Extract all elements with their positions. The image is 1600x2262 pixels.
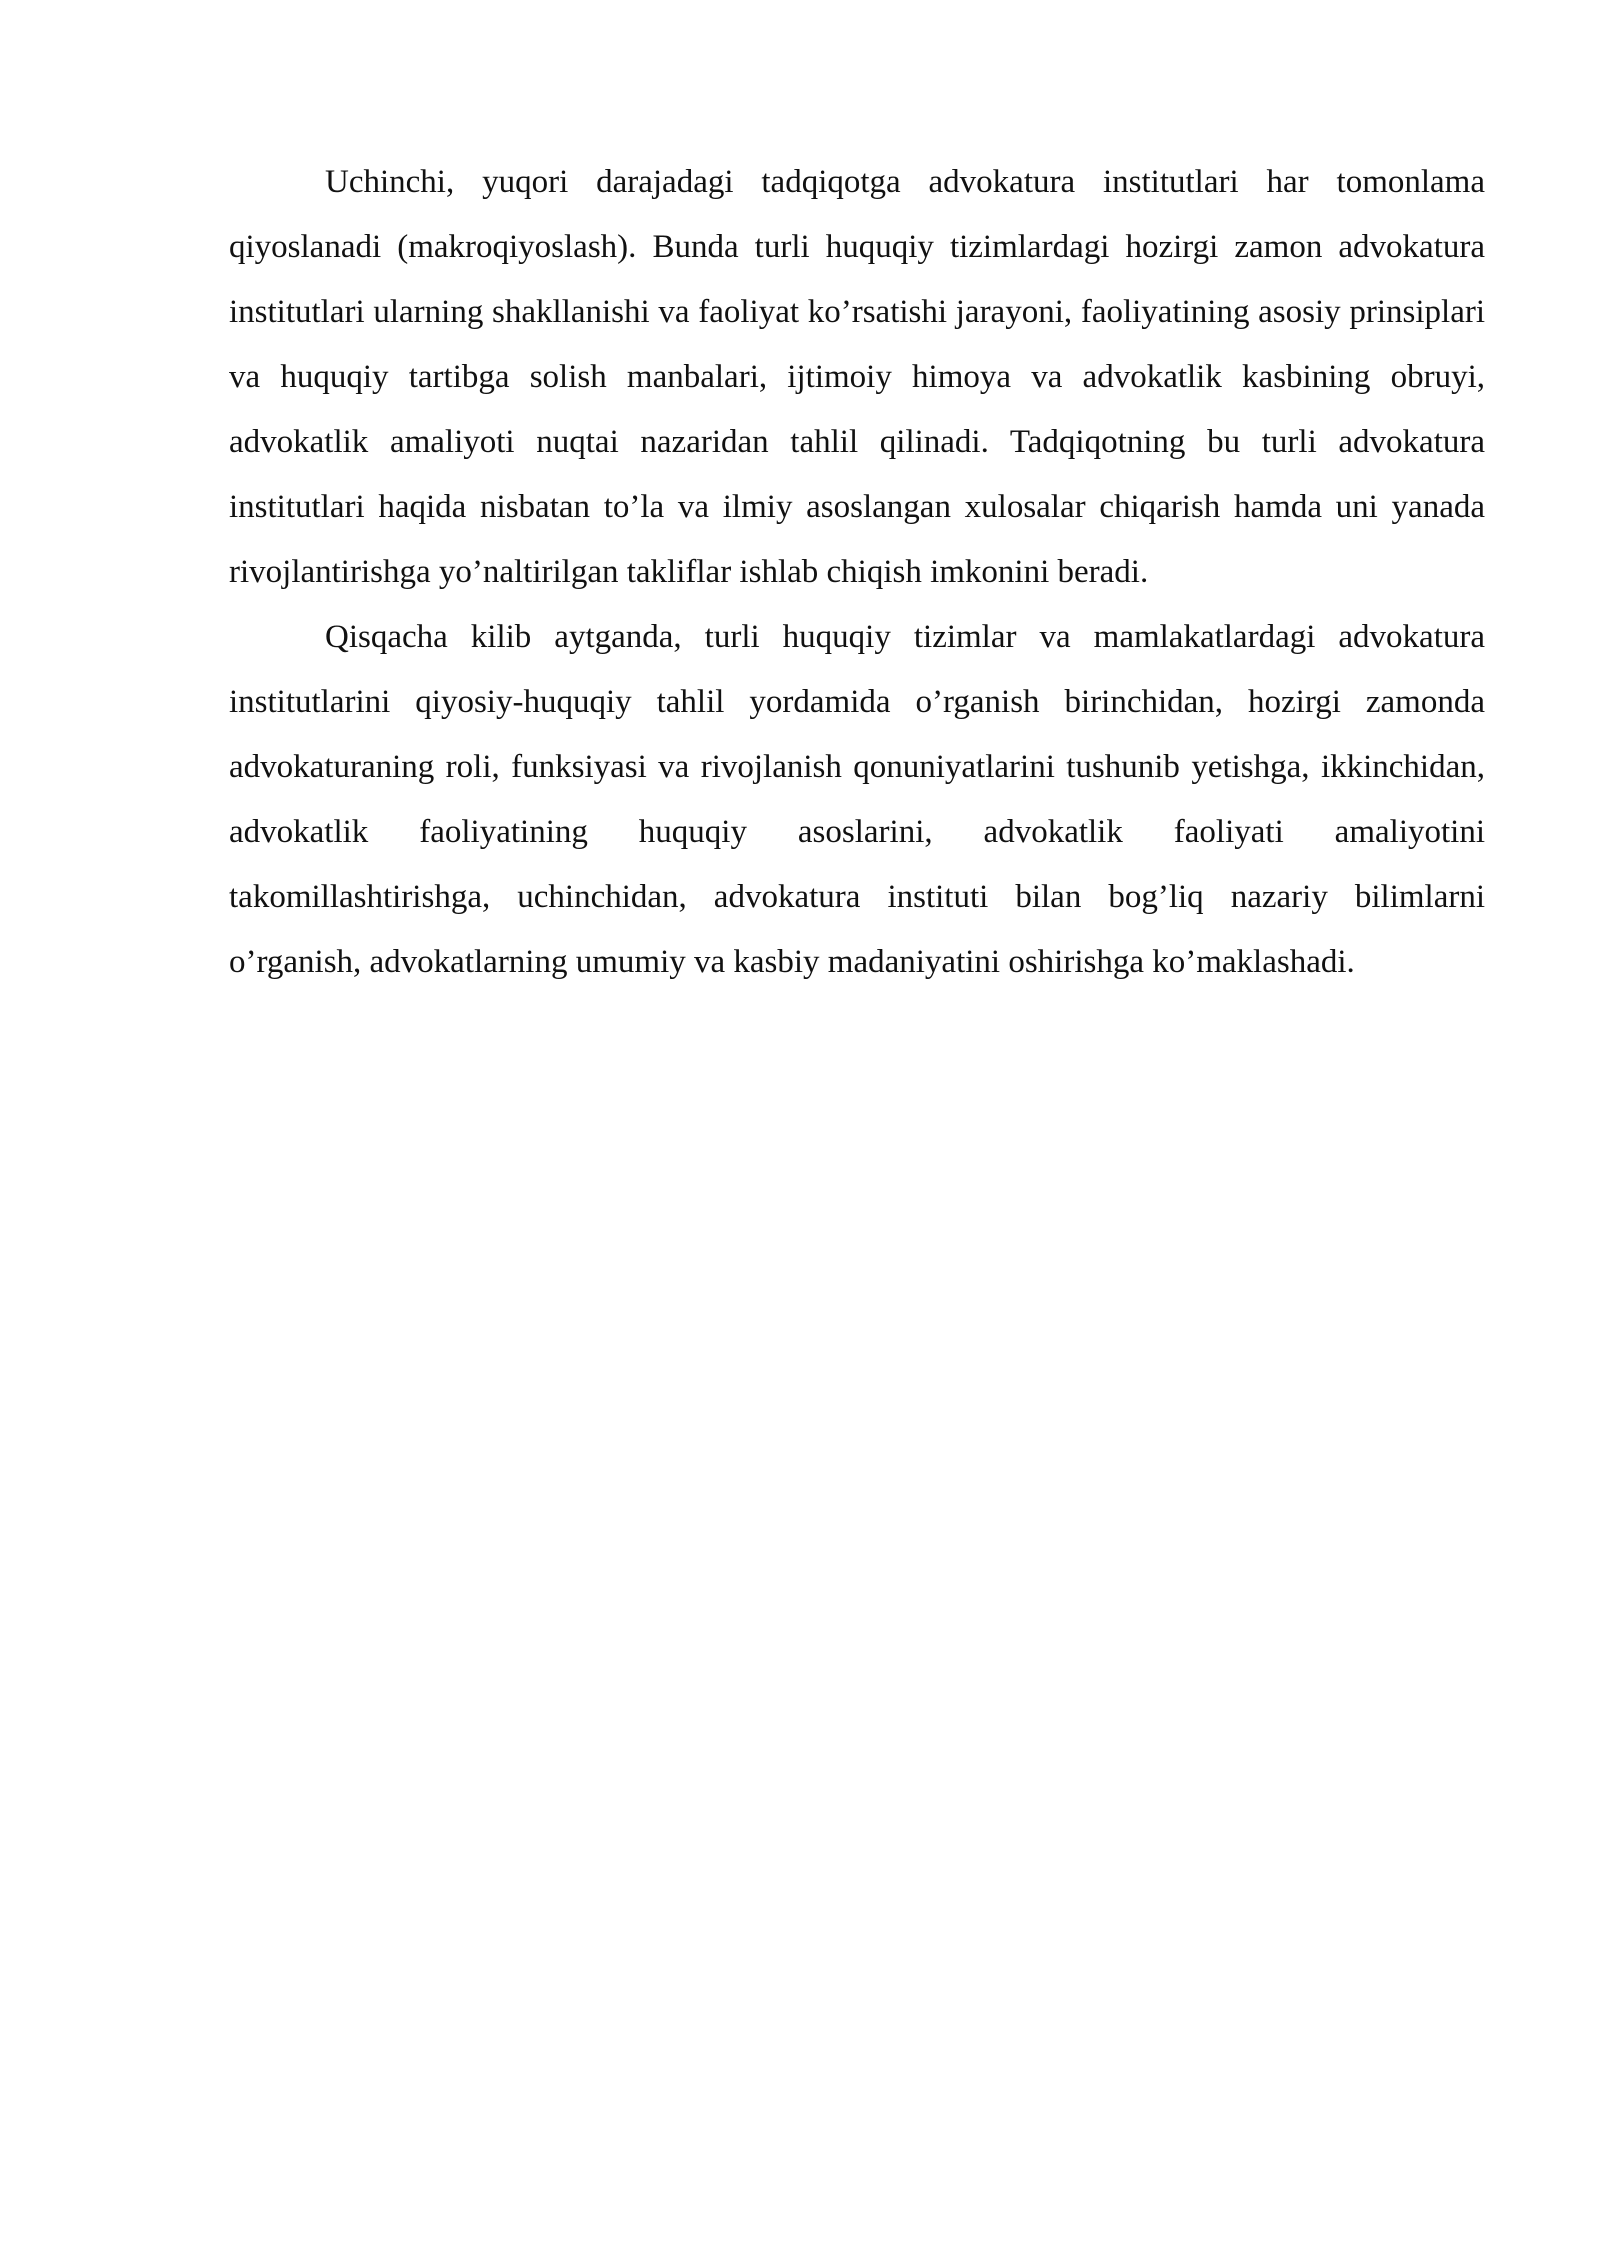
paragraph-uchinchi: Uchinchi, yuqori darajadagi tadqiqotga advokatura institutlari har tomonlama qiyoslanadi (makroqiyoslash). Bunda turli huquqiy tizimlardagi hozirgi zamon advokatura institutlari ularning shakllanishi va faoliyat ko’rsatishi jarayoni, faoliyatining asosiy prinsiplari va huquqiy tartibga solish manbalari, ijtimoiy himoya va advokatlik kasbining obruyi, advokatlik amaliyoti nuqtai nazaridan tahlil qilinadi. Tadqiqotning bu turli advokatura institutlari haqida nisbatan to’la va ilmiy asoslangan xulosalar chiqarish hamda uni yanada rivojlantirishga yo’naltirilgan takliflar ishlab chiqish imkonini beradi.: [229, 164, 1485, 590]
document-body: [229, 150, 1485, 995]
paragraph-qisqacha: Qisqacha kilib aytganda, turli huquqiy tizimlar va mamlakatlardagi advokatura institutlarini qiyosiy-huquqiy tahlil yordamida o’rganish birinchidan, hozirgi zamonda advokaturaning roli, funksiyasi va rivojlanish qonuniyatlarini tushunib yetishga, ikkinchidan, advokatlik faoliyatining huquqiy asoslarini, advokatlik faoliyati amaliyotini takomillashtirishga, uchinchidan, advokatura instituti bilan bog’liq nazariy bilimlarni o’rganish, advokatlarning umumiy va kasbiy madaniyatini oshirishga ko’maklashadi.: [229, 619, 1485, 980]
